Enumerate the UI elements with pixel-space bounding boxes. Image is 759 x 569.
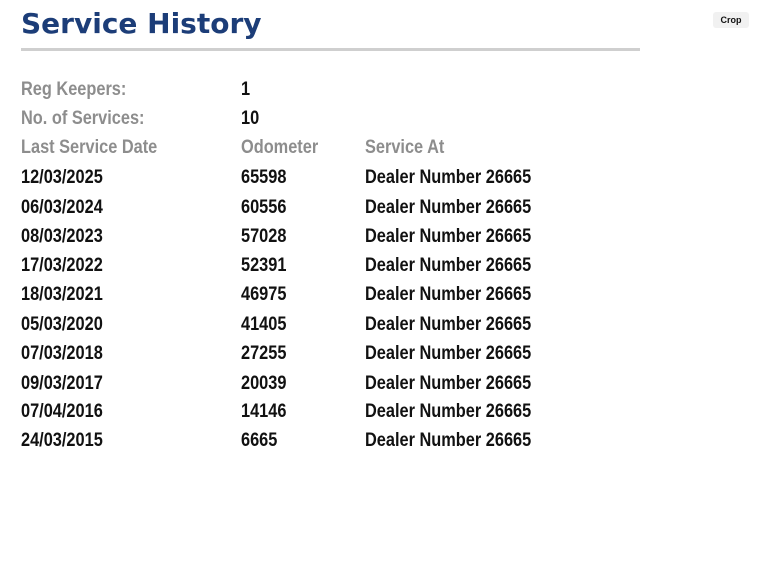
service-date: 18/03/2021: [21, 284, 103, 305]
service-date: 17/03/2022: [21, 255, 103, 276]
odometer-value: 52391: [241, 255, 287, 276]
page-title: Service History: [21, 7, 262, 40]
table-header-row: [0, 133, 759, 162]
services-count-label: No. of Services:: [21, 108, 145, 129]
service-date: 07/03/2018: [21, 343, 103, 364]
service-date: 06/03/2024: [21, 197, 103, 218]
table-row: [0, 426, 759, 455]
crop-button[interactable]: Crop: [713, 12, 749, 28]
service-date: 05/03/2020: [21, 314, 103, 335]
column-header-service-at: Service At: [365, 137, 445, 158]
table-row: [0, 163, 759, 192]
table-row: [0, 222, 759, 251]
title-divider: [21, 48, 640, 51]
table-row: [0, 310, 759, 339]
service-date: 09/03/2017: [21, 373, 103, 394]
services-count-row: [0, 104, 759, 133]
service-date: 07/04/2016: [21, 401, 103, 422]
service-location: Dealer Number 26665: [365, 343, 532, 364]
odometer-value: 46975: [241, 284, 287, 305]
odometer-value: 6665: [241, 430, 278, 451]
service-location: Dealer Number 26665: [365, 373, 532, 394]
service-location: Dealer Number 26665: [365, 430, 532, 451]
table-row: [0, 251, 759, 280]
odometer-value: 65598: [241, 167, 287, 188]
reg-keepers-value: 1: [241, 79, 251, 100]
odometer-value: 41405: [241, 314, 287, 335]
service-location: Dealer Number 26665: [365, 314, 532, 335]
odometer-value: 14146: [241, 401, 287, 422]
service-date: 12/03/2025: [21, 167, 103, 188]
service-date: 24/03/2015: [21, 430, 103, 451]
service-location: Dealer Number 26665: [365, 197, 532, 218]
service-location: Dealer Number 26665: [365, 284, 532, 305]
column-header-last-service-date: Last Service Date: [21, 137, 158, 158]
service-location: Dealer Number 26665: [365, 226, 532, 247]
odometer-value: 60556: [241, 197, 287, 218]
services-count-value: 10: [241, 108, 260, 129]
service-location: Dealer Number 26665: [365, 401, 532, 422]
service-location: Dealer Number 26665: [365, 167, 532, 188]
odometer-value: 20039: [241, 373, 287, 394]
table-row: [0, 369, 759, 398]
table-row: [0, 397, 759, 426]
odometer-value: 57028: [241, 226, 287, 247]
odometer-value: 27255: [241, 343, 287, 364]
service-date: 08/03/2023: [21, 226, 103, 247]
table-row: [0, 193, 759, 222]
reg-keepers-label: Reg Keepers:: [21, 79, 127, 100]
service-location: Dealer Number 26665: [365, 255, 532, 276]
column-header-odometer: Odometer: [241, 137, 319, 158]
table-row: [0, 339, 759, 368]
table-row: [0, 280, 759, 309]
reg-keepers-row: [0, 75, 759, 104]
